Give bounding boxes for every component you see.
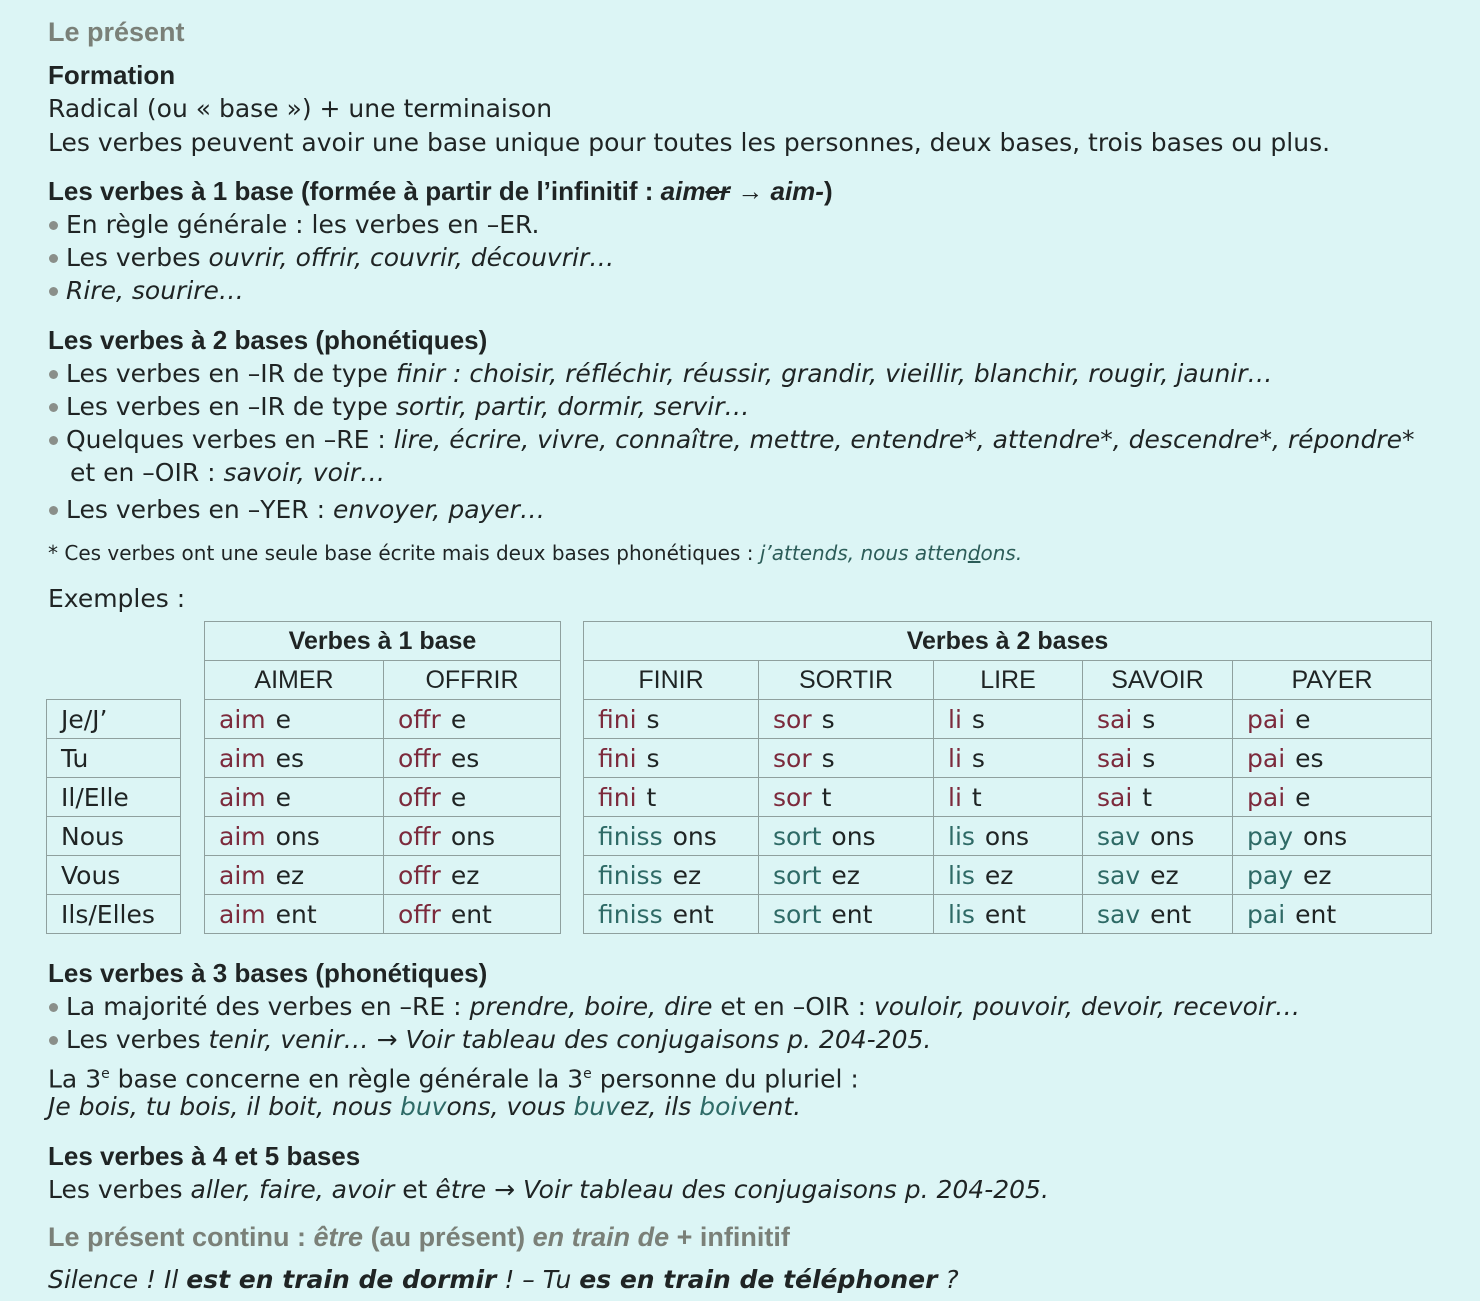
verb-base: sort — [773, 821, 822, 851]
conjugation-cell — [1233, 856, 1432, 895]
conjugation-cell — [759, 817, 934, 856]
conjugation-cell — [934, 817, 1083, 856]
conjugation-cell — [205, 778, 384, 817]
verb-ending: es — [450, 743, 480, 773]
conjugation-cell — [205, 739, 384, 778]
conjugation-cell — [384, 700, 561, 739]
verb-base: aim — [219, 821, 266, 851]
verb-ending: s — [646, 743, 660, 773]
list-item: Les verbes tenir, venir… → Voir tableau des conjugaisons p. 204-205. — [49, 1024, 931, 1056]
two-bases-heading: Les verbes à 2 bases (phonétiques) — [48, 325, 488, 355]
list-item: Les verbes en –IR de type finir : choisir, réfléchir, réussir, grandir, vieillir, blanchir, rougir, jaunir… — [49, 358, 1273, 390]
verb-base: li — [948, 743, 962, 773]
verb-ending: ons — [672, 821, 717, 851]
table-row — [584, 856, 1432, 895]
pronoun-cell: Je/J’ — [47, 700, 181, 739]
table-row — [205, 778, 561, 817]
pronoun-cell: Vous — [47, 856, 181, 895]
verb-ending: s — [1142, 743, 1156, 773]
verb-ending: ez — [1150, 860, 1179, 890]
verb-base: li — [948, 782, 962, 812]
verb-base: pay — [1247, 860, 1293, 890]
verb-ending: ons — [275, 821, 320, 851]
verb-base: sort — [773, 860, 822, 890]
conjugation-cell — [1083, 700, 1233, 739]
formation-line-2: Les verbes peuvent avoir une base unique pour toutes les personnes, deux bases, trois bases ou plus. — [48, 128, 1331, 157]
conjugation-cell — [384, 856, 561, 895]
three-bases-heading: Les verbes à 3 bases (phonétiques) — [48, 958, 488, 988]
verb-ending: ent — [984, 899, 1026, 929]
column-header: SORTIR — [759, 661, 934, 700]
verb-base: finiss — [598, 860, 663, 890]
conjugation-cell — [759, 778, 934, 817]
verb-base: offr — [398, 743, 441, 773]
conjugation-cell — [1083, 817, 1233, 856]
conjugation-cell — [384, 739, 561, 778]
table-row — [205, 700, 561, 739]
verb-base: lis — [948, 899, 975, 929]
verb-base: pai — [1247, 782, 1286, 812]
page-title: Le présent — [48, 17, 185, 47]
one-base-heading: Les verbes à 1 base (formée à partir de l’infinitif : aimer → aim-) — [48, 176, 833, 206]
verb-ending: ez — [1302, 860, 1332, 890]
present-continu-example: Silence ! Il est en train de dormir ! – Tu es en train de téléphoner ? — [48, 1265, 959, 1294]
verb-ending: t — [821, 782, 832, 812]
verb-ending: s — [646, 704, 660, 734]
verb-base: sai — [1097, 743, 1133, 773]
list-item: Rire, sourire… — [49, 275, 244, 307]
verb-base: offr — [398, 782, 441, 812]
conjugation-cell — [934, 895, 1083, 934]
conjugation-cell — [1233, 739, 1432, 778]
verb-base: pai — [1247, 899, 1286, 929]
four-bases-line: Les verbes aller, faire, avoir et être → Voir tableau des conjugaisons p. 204-205. — [48, 1175, 1049, 1204]
table-row — [47, 856, 181, 895]
verb-ending: ent — [450, 899, 492, 929]
conjugation-cell — [584, 856, 759, 895]
verb-ending: es — [1295, 743, 1324, 773]
conjugation-cell — [584, 895, 759, 934]
verb-base: aim — [219, 743, 266, 773]
verb-base: offr — [398, 821, 441, 851]
verb-base: sav — [1097, 899, 1141, 929]
list-item: Les verbes ouvrir, offrir, couvrir, découvrir… — [49, 242, 614, 274]
formation-heading: Formation — [48, 60, 176, 90]
verb-base: sai — [1097, 704, 1133, 734]
one-base-table — [204, 621, 561, 934]
verb-base: aim — [219, 860, 266, 890]
verb-ending: ez — [831, 860, 860, 890]
table-group-header: Verbes à 1 base — [205, 622, 561, 661]
verb-ending: s — [971, 704, 985, 734]
table-group-header: Verbes à 2 bases — [584, 622, 1432, 661]
table-row — [205, 739, 561, 778]
bullet-icon — [49, 370, 58, 379]
conjugation-cell — [584, 817, 759, 856]
conjugation-cell — [1083, 739, 1233, 778]
verb-base: sor — [773, 704, 812, 734]
conjugation-cell — [384, 895, 561, 934]
list-item-continued: et en –OIR : savoir, voir… — [70, 458, 386, 487]
verb-ending: ez — [450, 860, 480, 890]
conjugation-cell — [205, 700, 384, 739]
table-row — [584, 700, 1432, 739]
verb-ending: ons — [450, 821, 495, 851]
verb-ending: t — [1142, 782, 1153, 812]
verb-base: pai — [1247, 704, 1286, 734]
conjugation-cell — [934, 778, 1083, 817]
conjugation-cell — [1233, 700, 1432, 739]
verb-base: finiss — [598, 899, 663, 929]
column-header: FINIR — [584, 661, 759, 700]
verb-ending: ons — [984, 821, 1030, 851]
verb-ending: e — [450, 782, 467, 812]
verb-ending: ons — [1302, 821, 1348, 851]
bullet-icon — [49, 403, 58, 412]
verb-base: aim — [219, 704, 266, 734]
examples-label: Exemples : — [48, 584, 186, 613]
verb-base: sav — [1097, 860, 1141, 890]
verb-ending: t — [971, 782, 982, 812]
conjugation-cell — [384, 817, 561, 856]
conjugation-cell — [759, 856, 934, 895]
formation-line-1: Radical (ou « base ») + une terminaison — [48, 94, 553, 123]
pronoun-cell: Ils/Elles — [47, 895, 181, 934]
footnote: * Ces verbes ont une seule base écrite mais deux bases phonétiques : j’attends, nous attendons. — [48, 541, 1023, 565]
verb-ending: s — [821, 704, 835, 734]
verb-base: aim — [219, 899, 266, 929]
conjugation-cell — [1233, 817, 1432, 856]
table-row — [584, 817, 1432, 856]
verb-ending: ez — [275, 860, 305, 890]
verb-ending: ent — [672, 899, 714, 929]
verb-ending: e — [275, 704, 292, 734]
verb-base: pai — [1247, 743, 1286, 773]
table-row — [205, 895, 561, 934]
verb-base: pay — [1247, 821, 1293, 851]
verb-ending: ons — [831, 821, 876, 851]
conjugation-cell — [934, 739, 1083, 778]
verb-ending: ent — [831, 899, 873, 929]
verb-ending: e — [450, 704, 467, 734]
verb-ending: s — [971, 743, 985, 773]
pronoun-cell: Tu — [47, 739, 181, 778]
conjugation-cell — [934, 856, 1083, 895]
column-header: LIRE — [934, 661, 1083, 700]
bullet-icon — [49, 254, 58, 263]
table-row — [47, 778, 181, 817]
verb-ending: s — [1142, 704, 1156, 734]
column-header: PAYER — [1233, 661, 1432, 700]
verb-base: aim — [219, 782, 266, 812]
list-item: Les verbes en –IR de type sortir, partir, dormir, servir… — [49, 391, 750, 423]
verb-base: finiss — [598, 821, 663, 851]
conjugation-cell — [205, 895, 384, 934]
table-row — [47, 895, 181, 934]
table-row — [47, 739, 181, 778]
verb-ending: e — [1295, 782, 1311, 812]
conjugation-cell — [1233, 895, 1432, 934]
third-base-note: La 3e base concerne en règle générale la 3e personne du pluriel : — [48, 1064, 859, 1094]
conjugation-cell — [384, 778, 561, 817]
verb-base: fini — [598, 704, 637, 734]
verb-base: offr — [398, 899, 441, 929]
conjugation-cell — [759, 700, 934, 739]
verb-ending: ent — [1295, 899, 1337, 929]
conjugation-cell — [1083, 856, 1233, 895]
list-item: Les verbes en –YER : envoyer, payer… — [49, 494, 545, 526]
bullet-icon — [49, 287, 58, 296]
verb-ending: ez — [672, 860, 702, 890]
verb-base: sort — [773, 899, 822, 929]
present-continu-heading: Le présent continu : être (au présent) en train de + infinitif — [48, 1222, 790, 1252]
list-item: En règle générale : les verbes en –ER. — [49, 209, 539, 241]
conjugation-cell — [759, 739, 934, 778]
verb-base: lis — [948, 821, 975, 851]
bullet-icon — [49, 1003, 58, 1012]
verb-base: sai — [1097, 782, 1133, 812]
bullet-icon — [49, 221, 58, 230]
pronoun-table — [46, 699, 181, 934]
verb-ending: ons — [1150, 821, 1195, 851]
conjugation-cell — [205, 856, 384, 895]
verb-ending: e — [275, 782, 292, 812]
pronoun-cell: Il/Elle — [47, 778, 181, 817]
verb-ending: ez — [984, 860, 1014, 890]
bullet-icon — [49, 436, 58, 445]
list-item: Quelques verbes en –RE : lire, écrire, vivre, connaître, mettre, entendre*, attendre*, descendre*, répondre* — [49, 424, 1415, 456]
verb-ending: s — [821, 743, 835, 773]
two-bases-table — [583, 621, 1432, 934]
verb-base: fini — [598, 743, 637, 773]
pronoun-cell: Nous — [47, 817, 181, 856]
verb-ending: ent — [275, 899, 317, 929]
table-row — [584, 778, 1432, 817]
verb-base: sav — [1097, 821, 1141, 851]
table-row — [47, 817, 181, 856]
table-row — [205, 817, 561, 856]
table-row — [205, 856, 561, 895]
column-header: AIMER — [205, 661, 384, 700]
table-row — [584, 739, 1432, 778]
bullet-icon — [49, 1036, 58, 1045]
verb-ending: e — [1295, 704, 1311, 734]
conjugation-cell — [584, 778, 759, 817]
table-row — [584, 895, 1432, 934]
verb-base: fini — [598, 782, 637, 812]
bullet-icon — [49, 506, 58, 515]
third-base-example: Je bois, tu bois, il boit, nous buvons, vous buvez, ils boivent. — [48, 1092, 802, 1121]
column-header: OFFRIR — [384, 661, 561, 700]
verb-base: li — [948, 704, 962, 734]
verb-base: offr — [398, 860, 441, 890]
conjugation-cell — [759, 895, 934, 934]
table-row — [47, 700, 181, 739]
conjugation-cell — [1233, 778, 1432, 817]
list-item: La majorité des verbes en –RE : prendre, boire, dire et en –OIR : vouloir, pouvoir, devoir, recevoir… — [49, 991, 1300, 1023]
conjugation-cell — [584, 700, 759, 739]
four-bases-heading: Les verbes à 4 et 5 bases — [48, 1141, 361, 1171]
conjugation-cell — [1083, 895, 1233, 934]
conjugation-cell — [584, 739, 759, 778]
verb-ending: t — [646, 782, 657, 812]
verb-base: sor — [773, 743, 812, 773]
conjugation-cell — [934, 700, 1083, 739]
verb-base: lis — [948, 860, 975, 890]
conjugation-cell — [205, 817, 384, 856]
verb-base: offr — [398, 704, 441, 734]
verb-ending: es — [275, 743, 305, 773]
verb-base: sor — [773, 782, 812, 812]
column-header: SAVOIR — [1083, 661, 1233, 700]
conjugation-cell — [1083, 778, 1233, 817]
verb-ending: ent — [1150, 899, 1192, 929]
